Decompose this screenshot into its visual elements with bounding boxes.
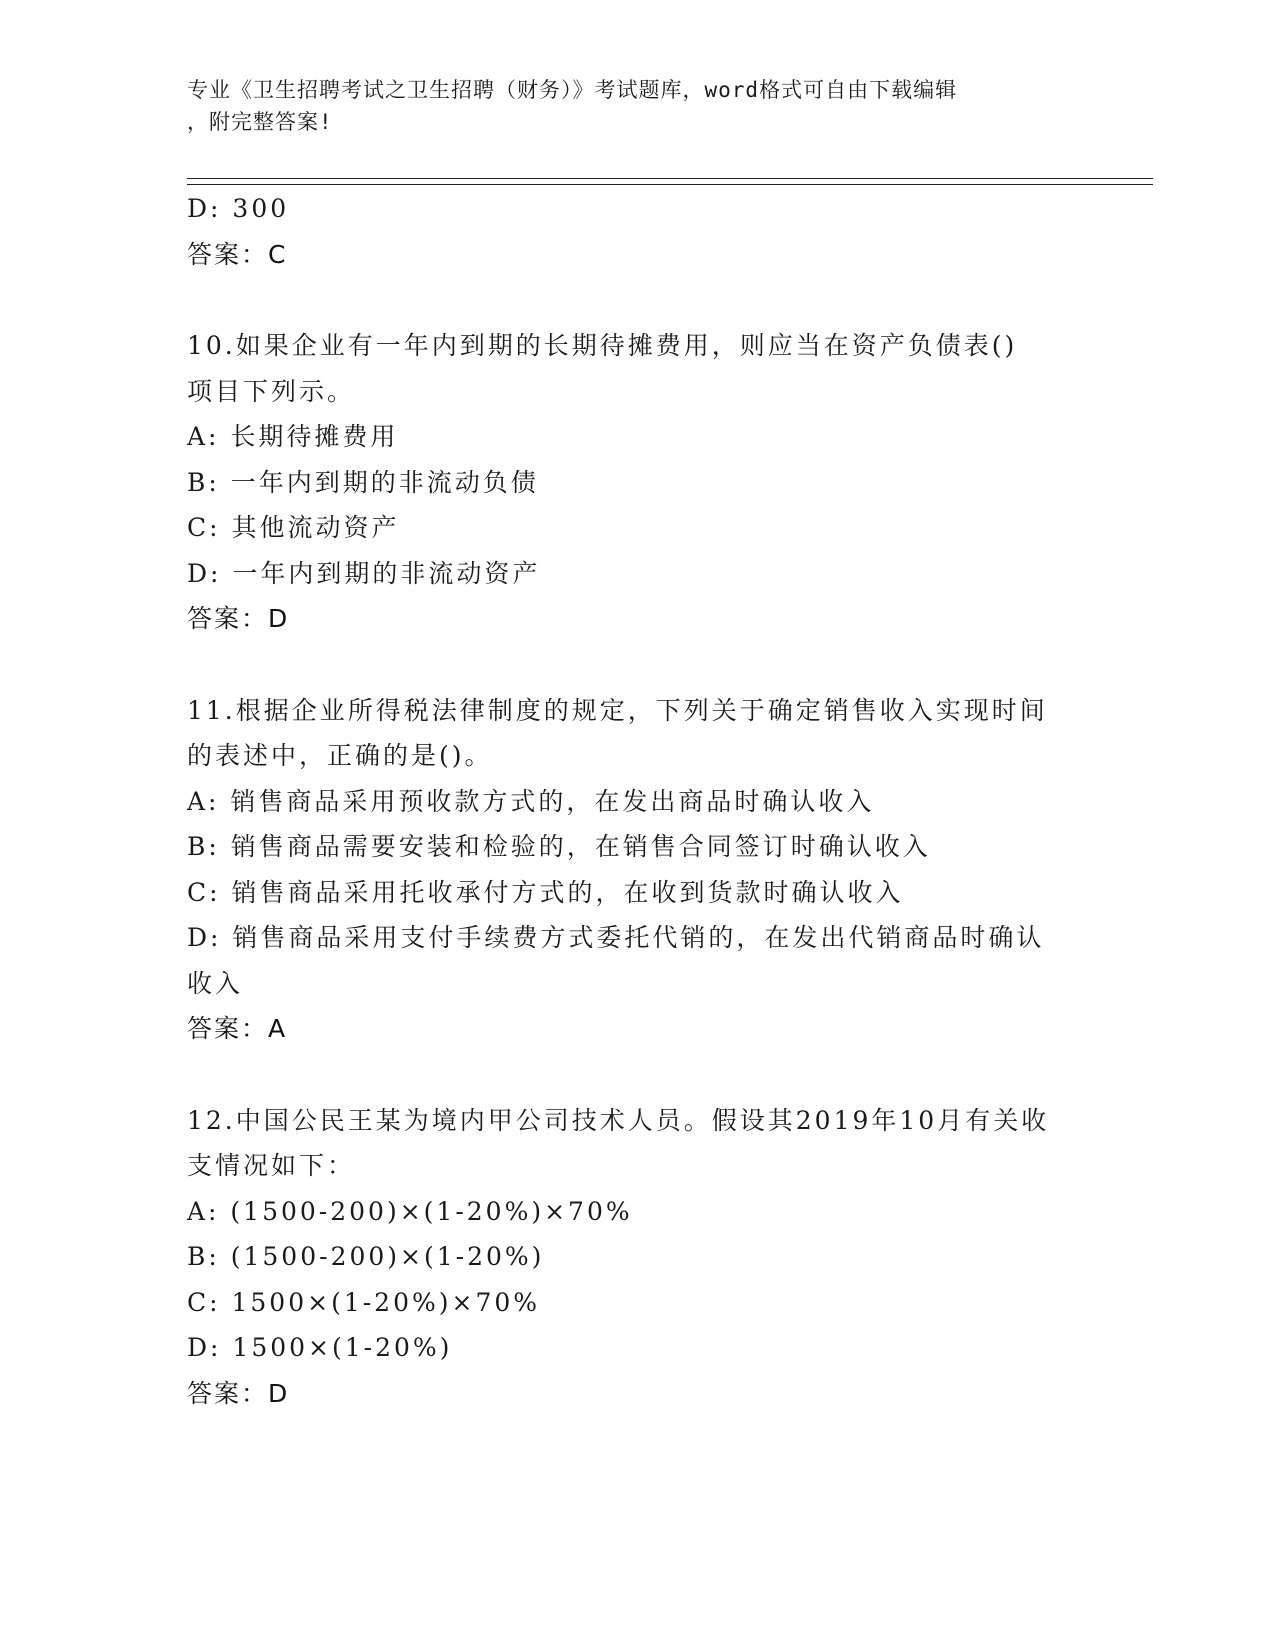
option-c: C: 1500×(1-20%)×70% xyxy=(187,1287,541,1317)
header-line-2: ，附完整答案! xyxy=(187,110,333,134)
header-line-1: 专业《卫生招聘考试之卫生招聘（财务）》考试题库，word格式可自由下载编辑 xyxy=(187,78,958,102)
question-12 xyxy=(187,1098,1087,1417)
option-c: C: 销售商品采用托收承付方式的，在收到货款时确认收入 xyxy=(187,877,904,907)
option-d: D: 一年内到期的非流动资产 xyxy=(187,558,541,588)
option-d: D: 300 xyxy=(187,194,290,223)
question-11 xyxy=(187,688,1087,1052)
question-9-tail xyxy=(187,186,1087,277)
document-header xyxy=(187,74,1067,138)
option-d: D: 销售商品采用支付手续费方式委托代销的，在发出代销商品时确认 xyxy=(187,923,1045,952)
header-divider-bottom xyxy=(187,184,1153,185)
question-stem-continued: 的表述中，正确的是()。 xyxy=(187,741,493,770)
answer: 答案：D xyxy=(187,604,290,633)
question-stem: 11.根据企业所得税法律制度的规定，下列关于确定销售收入实现时间 xyxy=(187,695,1048,725)
option-b: B: 一年内到期的非流动负债 xyxy=(187,467,539,497)
option-d-continued: 收入 xyxy=(187,968,244,998)
question-10 xyxy=(187,323,1087,642)
answer: 答案：D xyxy=(187,1378,290,1408)
option-a: A: 销售商品采用预收款方式的，在发出商品时确认收入 xyxy=(187,786,875,816)
question-stem-continued: 支情况如下： xyxy=(187,1151,356,1180)
option-b: B: 销售商品需要安装和检验的，在销售合同签订时确认收入 xyxy=(187,832,931,861)
question-stem: 10.如果企业有一年内到期的长期待摊费用，则应当在资产负债表() xyxy=(187,331,1018,360)
option-c: C: 其他流动资产 xyxy=(187,513,400,542)
option-b: B: (1500-200)×(1-20%) xyxy=(187,1242,545,1271)
option-d: D: 1500×(1-20%) xyxy=(187,1333,453,1362)
option-a: A: (1500-200)×(1-20%)×70% xyxy=(187,1196,633,1226)
question-list xyxy=(187,186,1087,1416)
question-stem-continued: 项目下列示。 xyxy=(187,376,356,406)
answer: 答案：A xyxy=(187,1014,288,1043)
option-a: A: 长期待摊费用 xyxy=(187,422,399,451)
header-divider-top xyxy=(187,178,1153,179)
answer: 答案：C xyxy=(187,239,288,269)
question-stem: 12.中国公民王某为境内甲公司技术人员。假设其2019年10月有关收 xyxy=(187,1105,1050,1135)
